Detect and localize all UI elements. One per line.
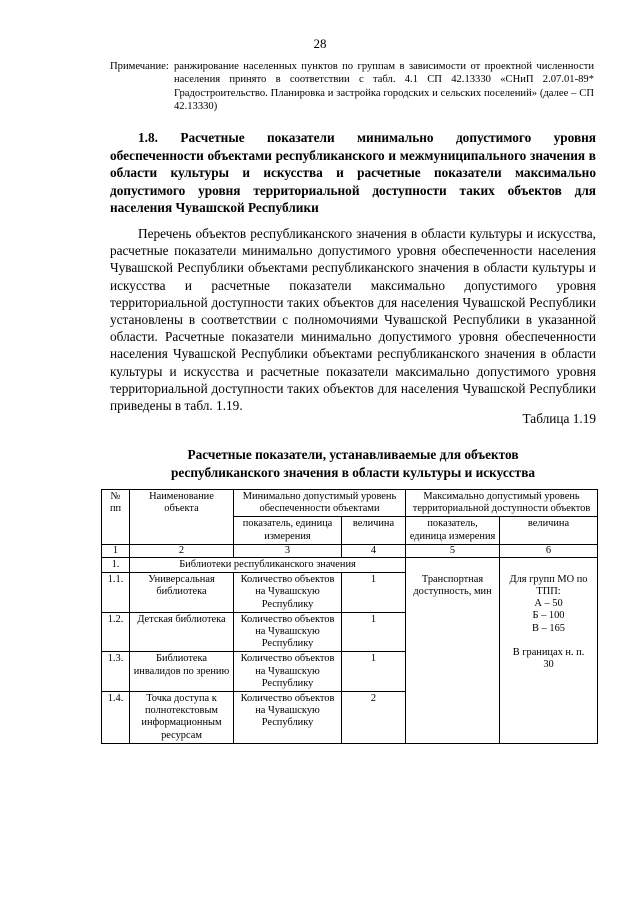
header-min-indicator: показатель, единица измерения [234, 517, 342, 544]
table-title [110, 446, 596, 481]
column-index: 6 [500, 544, 598, 557]
indicator-value: 2 [342, 692, 406, 744]
column-index: 3 [234, 544, 342, 557]
access-boundaries-value: 30 [543, 658, 554, 670]
indicator-value: 1 [342, 573, 406, 613]
access-group-c: В – 165 [532, 622, 565, 634]
table-title-line-1: Расчетные показатели, устанавливаемые для объектов [187, 447, 519, 462]
indicator-value: 1 [342, 652, 406, 692]
row-number: 1.4. [102, 692, 130, 744]
access-groups-cell [500, 558, 598, 573]
body-paragraph: Перечень объектов республиканского значения в области культуры и искусства, расчетные показатели минимально допустимого уровня обеспеченности населения Чувашской Республики объектами республиканского значения в области культуры и искусства и расчетные показатели максимально допустимого уровня территориальной доступности таких объектов для населения Чувашской Республики установлены в соответствии с полномочиями Чувашской Республики в указанной области. Расчетные показатели минимально допустимого уровня обеспеченности населения Чувашской Республики объектами республиканского значения в области культуры и искусства и расчетные показатели максимально допустимого уровня территориальной доступности таких объектов для населения Чувашской Республики приведены в табл. 1.19. [110, 226, 596, 414]
row-number: 1.3. [102, 652, 130, 692]
group-number: 1. [102, 558, 130, 573]
header-number: № пп [102, 490, 130, 545]
header-max-value: величина [500, 517, 598, 544]
object-name: Библиотека инвалидов по зрению [130, 652, 234, 692]
transport-access-cell [406, 558, 500, 573]
indicator-text: Количество объектов на Чувашскую Республику [234, 573, 342, 613]
access-boundaries-heading: В границах н. п. [512, 646, 585, 658]
indicators-table [101, 489, 598, 744]
indicator-text: Количество объектов на Чувашскую Республику [234, 612, 342, 652]
table-title-line-2: республиканского значения в области культуры и искусства [170, 464, 536, 480]
access-group-a: А – 50 [534, 598, 563, 610]
footnote-text: ранжирование населенных пунктов по группам в зависимости от проектной численности населения принято в соответствии с табл. 4.1 СП 42.13330 «СНиП 2.07.01-89* Градостроительство. Планировка и застройка городских и сельских поселений» (далее – СП 42.13330) [174, 61, 594, 113]
object-name: Детская библиотека [130, 612, 234, 652]
header-object-name: Наименование объекта [130, 490, 234, 545]
transport-access: Транспортная доступность, мин [406, 573, 500, 744]
column-index: 2 [130, 544, 234, 557]
footnote [110, 60, 594, 114]
table-group-row [102, 558, 598, 573]
object-name: Универсальная библиотека [130, 573, 234, 613]
access-groups-heading: Для групп МО по ТПП: [509, 573, 588, 597]
header-max-level: Максимально допустимый уровень территориальной доступности объектов [406, 490, 598, 517]
column-index: 1 [102, 544, 130, 557]
page-number: 28 [313, 36, 327, 51]
header-min-level: Минимально допустимый уровень обеспеченности объектами [234, 490, 406, 517]
access-thresholds [500, 573, 598, 744]
table-row [102, 573, 598, 613]
indicator-text: Количество объектов на Чувашскую Республику [234, 692, 342, 744]
column-index: 4 [342, 544, 406, 557]
row-number: 1.2. [102, 612, 130, 652]
column-index: 5 [406, 544, 500, 557]
table-label: Таблица 1.19 [522, 411, 596, 426]
row-number: 1.1. [102, 573, 130, 613]
indicator-text: Количество объектов на Чувашскую Республику [234, 652, 342, 692]
section-heading: 1.8. Расчетные показатели минимально допустимого уровня обеспеченности объектами республиканского и межмуниципального значения в области культуры и искусства и расчетные показатели максимально допустимого уровня территориальной доступности таких объектов для населения Чувашской Республики [110, 130, 596, 216]
column-index-row [102, 544, 598, 557]
access-group-b: Б – 100 [532, 610, 565, 622]
group-label: Библиотеки республиканского значения [130, 558, 406, 573]
indicator-value: 1 [342, 612, 406, 652]
header-min-value: величина [342, 517, 406, 544]
header-max-indicator: показатель, единица измерения [406, 517, 500, 544]
table-header-row [102, 490, 598, 517]
object-name: Точка доступа к полнотекстовым информационным ресурсам [130, 692, 234, 744]
footnote-label: Примечание: [110, 61, 169, 72]
